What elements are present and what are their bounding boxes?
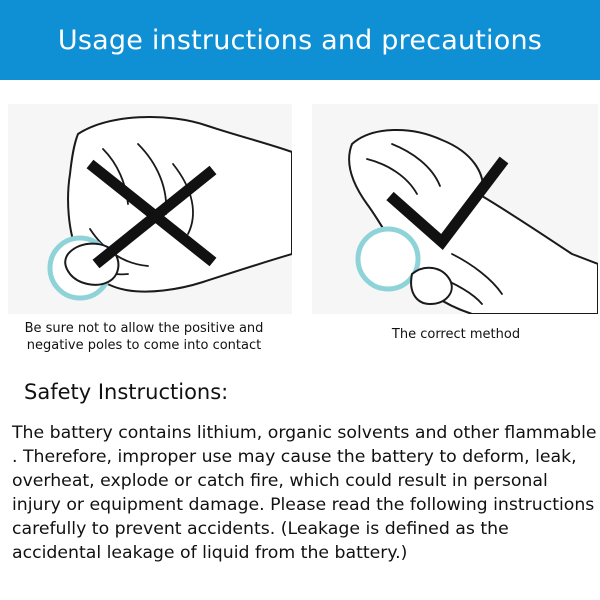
correct-method-caption: The correct method (391, 327, 521, 342)
wrong-method-illustration (8, 104, 292, 314)
correct-method-illustration (312, 104, 598, 314)
title-banner (0, 0, 600, 80)
page-title: Usage instructions and precautions (57, 24, 543, 56)
wrong-method-caption: Be sure not to allow the positive and negative poles to come into contact (24, 321, 264, 353)
safety-instructions-heading: Safety Instructions: (24, 380, 229, 404)
safety-instructions-text: The battery contains lithium, organic solvents and other flammable . Therefore, improper use may cause the battery to deform, leak, overheat, explode or catch fire, which could result in personal injury or equipment damage. Please read the following instructions carefully to prevent accidents. (Leakage is defined as the accidental leakage of liquid from the battery.) (12, 423, 597, 563)
battery-coin-icon (358, 229, 418, 289)
